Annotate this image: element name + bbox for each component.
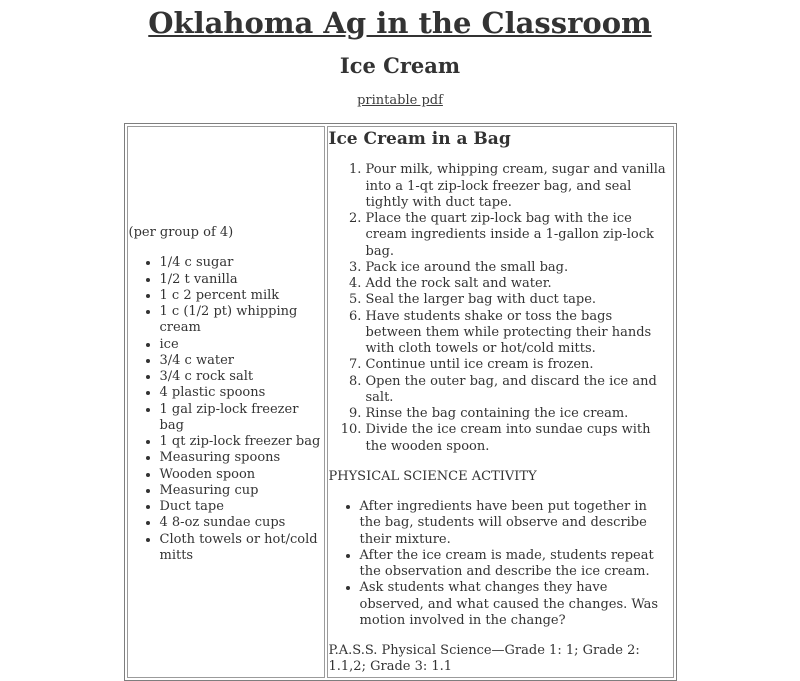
ingredient-item: • 4 plastic spoons	[160, 385, 323, 401]
link-row	[0, 93, 800, 109]
ingredient-item: • 1 c (1/2 pt) whipping cream	[160, 304, 323, 337]
direction-step: 2. Place the quart zip-lock bag with the ice cream ingredients inside a 1-gallon zip-lock bag.	[366, 211, 672, 260]
standards-text: P.A.S.S. Physical Science—Grade 1: 1; Grade 2: 1.1,2; Grade 3: 1.1	[328, 643, 640, 675]
recipe-table-row	[127, 126, 674, 678]
ingredients-cell	[127, 126, 325, 678]
activity-item: • After ingredients have been put together in the bag, students will observe and describe their mixture.	[360, 499, 672, 548]
activity-item: • Ask students what changes they have observed, and what caused the changes. Was motion involved in the change?	[360, 580, 672, 629]
activity-list	[329, 499, 672, 629]
ingredient-item: • Measuring cup	[160, 483, 323, 499]
printable-pdf-link[interactable]: printable pdf	[357, 93, 443, 109]
direction-step: 10. Divide the ice cream into sundae cups with the wooden spoon.	[366, 422, 672, 455]
direction-step: 6. Have students shake or toss the bags between them while protecting their hands with cloth towels or hot/cold mitts.	[366, 309, 672, 358]
ingredient-item: • 4 8-oz sundae cups	[160, 515, 323, 531]
ingredient-item: • 3/4 c water	[160, 353, 323, 369]
ingredient-item: • ice	[160, 337, 323, 353]
ingredient-item: • 1 c 2 percent milk	[160, 288, 323, 304]
direction-step: 8. Open the outer bag, and discard the ice and salt.	[366, 374, 672, 407]
recipe-table	[124, 123, 677, 681]
page-title: Oklahoma Ag in the Classroom	[148, 6, 652, 40]
ingredient-item: • 1 qt zip-lock freezer bag	[160, 434, 323, 450]
ingredient-item: • Measuring spoons	[160, 450, 323, 466]
ingredient-item: • 1 gal zip-lock freezer bag	[160, 402, 323, 435]
ingredient-item: • 1/4 c sugar	[160, 255, 323, 271]
direction-step: 1. Pour milk, whipping cream, sugar and vanilla into a 1-qt zip-lock freezer bag, and seal tightly with duct tape.	[366, 162, 672, 211]
direction-step: 3. Pack ice around the small bag.	[366, 260, 672, 276]
direction-step: 9. Rinse the bag containing the ice cream.	[366, 406, 672, 422]
recipe-heading: Ice Cream in a Bag	[328, 128, 511, 149]
ingredient-item: • Cloth towels or hot/cold mitts	[160, 532, 323, 565]
ingredient-item: • 1/2 t vanilla	[160, 272, 323, 288]
ingredients-intro: (per group of 4)	[128, 225, 234, 241]
ingredient-item: • Duct tape	[160, 499, 323, 515]
ingredients-list	[129, 255, 323, 564]
direction-step: 5. Seal the larger bag with duct tape.	[366, 292, 672, 308]
directions-list	[329, 162, 672, 455]
ingredient-item: • 3/4 c rock salt	[160, 369, 323, 385]
ingredient-item: • Wooden spoon	[160, 467, 323, 483]
directions-cell	[327, 126, 674, 678]
direction-step: 4. Add the rock salt and water.	[366, 276, 672, 292]
page-subtitle: Ice Cream	[339, 53, 461, 79]
direction-step: 7. Continue until ice cream is frozen.	[366, 357, 672, 373]
activity-item: • After the ice cream is made, students repeat the observation and describe the ice cream.	[360, 548, 672, 581]
activity-heading: PHYSICAL SCIENCE ACTIVITY	[328, 468, 537, 484]
